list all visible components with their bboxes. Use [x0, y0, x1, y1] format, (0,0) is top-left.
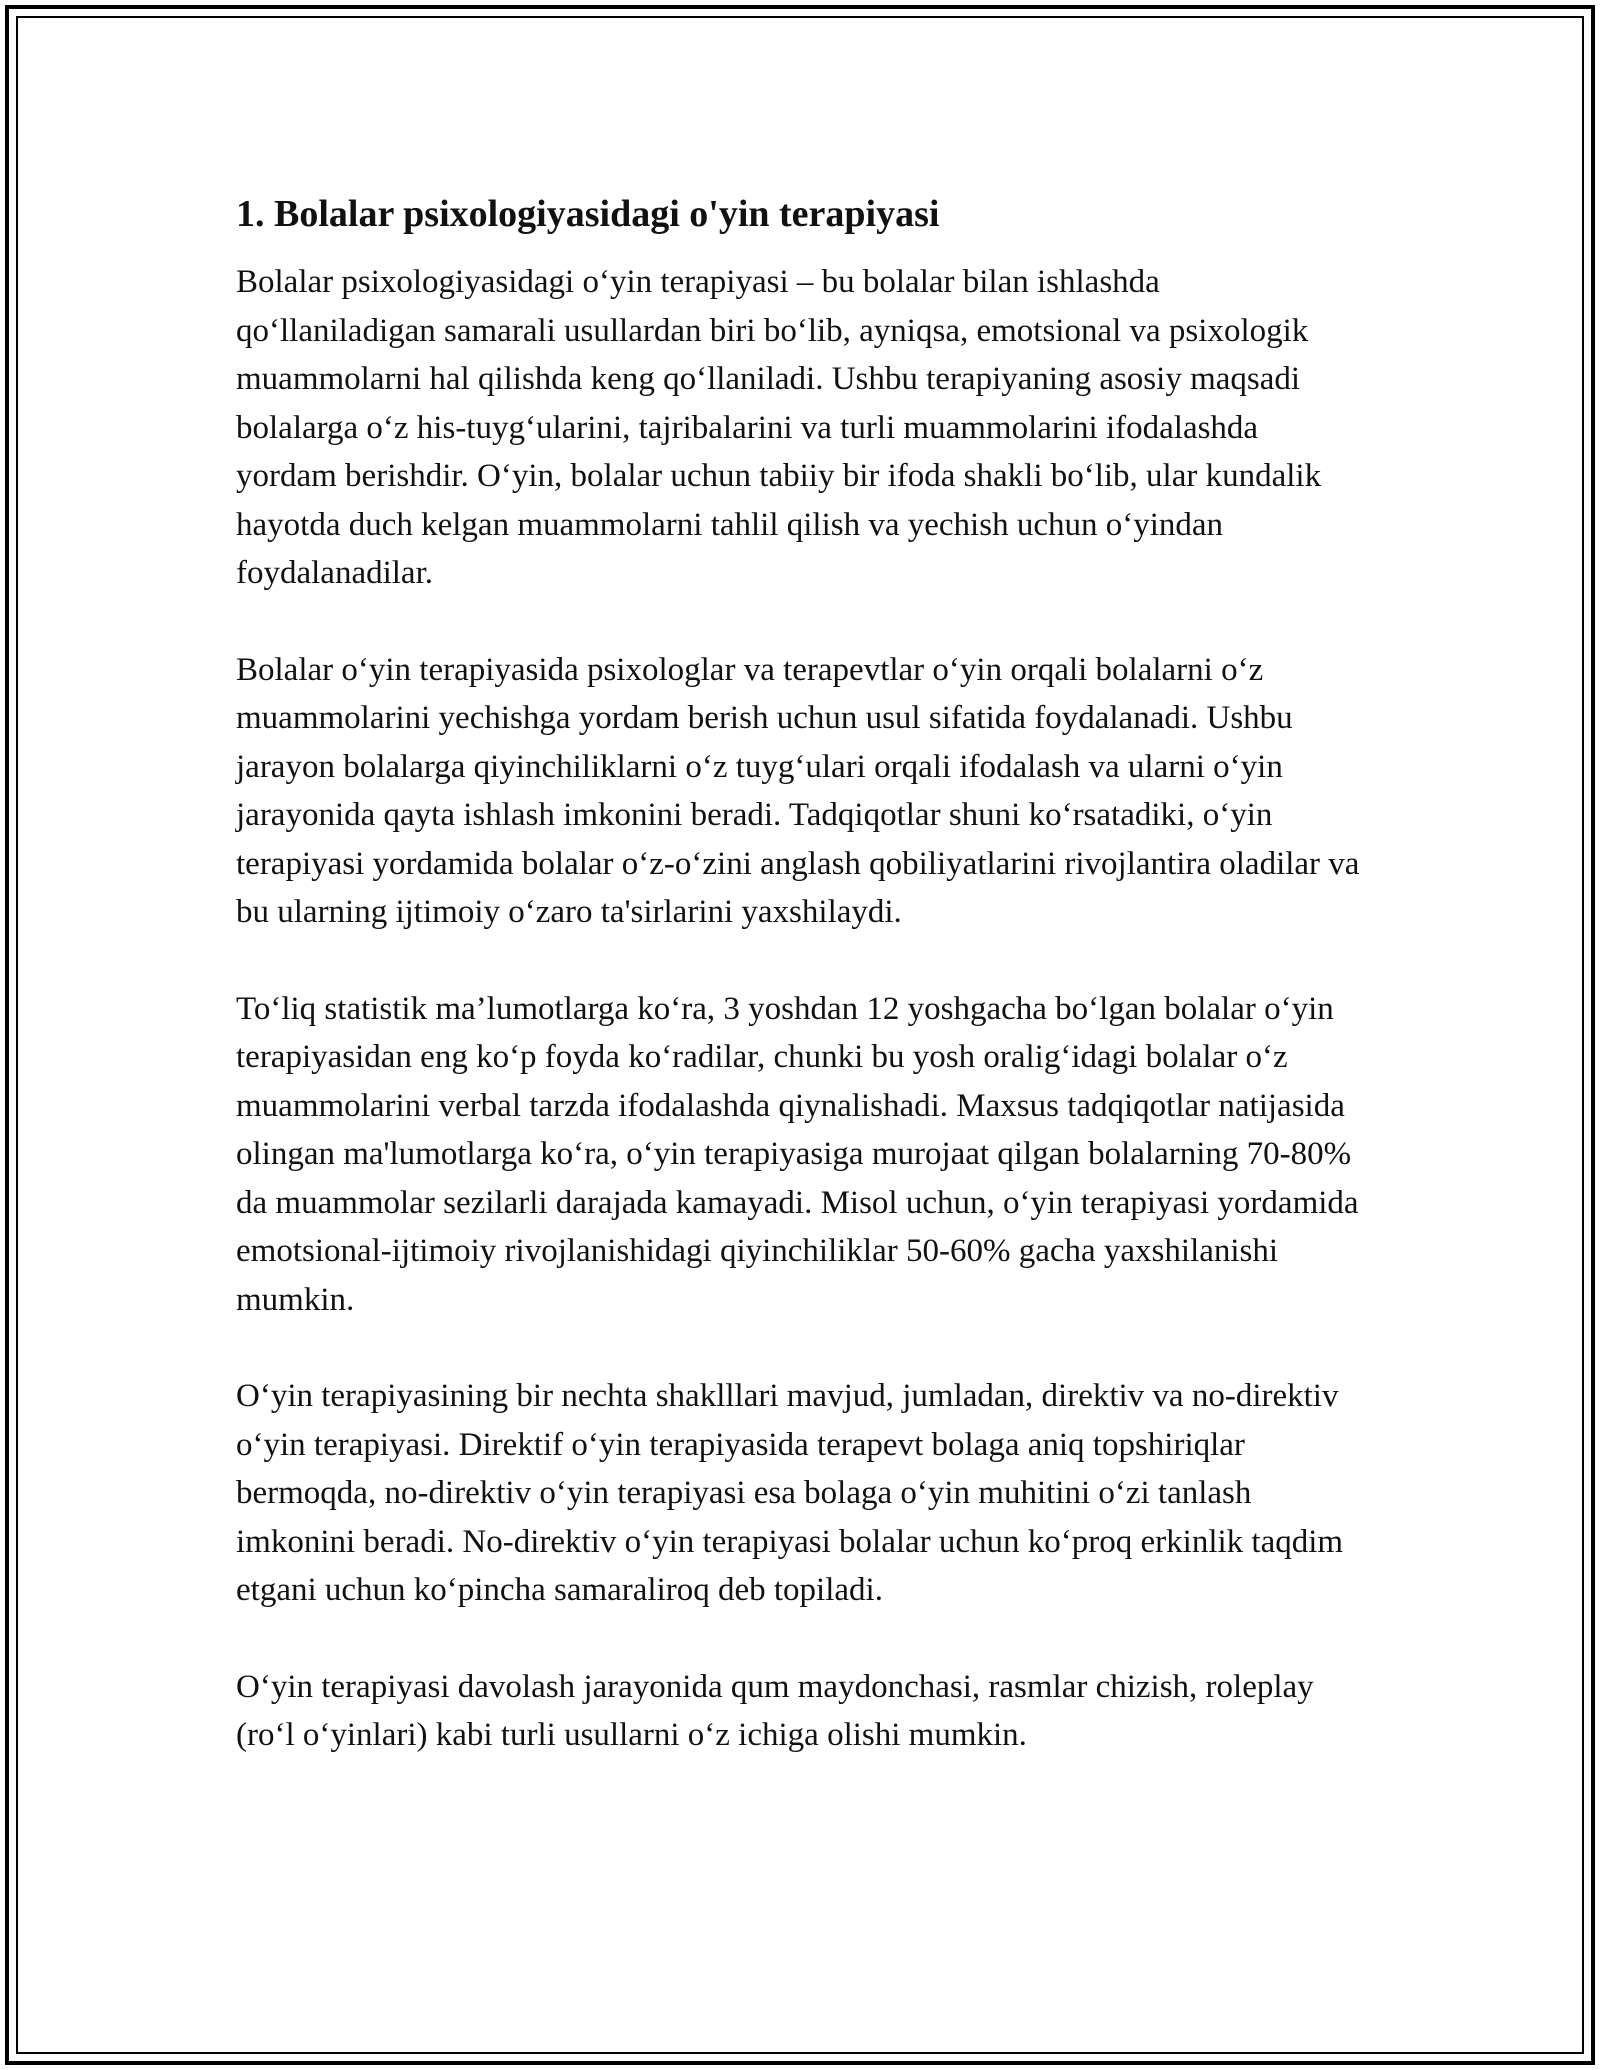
section-heading: 1. Bolalar psixologiyasidagi o'yin terapiyasi [236, 193, 940, 235]
paragraph-5: O‘yin terapiyasi davolash jarayonida qum maydonchasi, rasmlar chizish, roleplay (ro‘l o‘yinlari) kabi turli usullarni o‘z ichiga olishi mumkin. [236, 1668, 1314, 1753]
document-body [236, 188, 1366, 1808]
paragraph-4: O‘yin terapiyasining bir nechta shaklllari mavjud, jumladan, direktiv va no-direktiv o‘yin terapiyasi. Direktif o‘yin terapiyasida terapevt bolaga aniq topshiriqlar bermoqda, no-direktiv o‘yin terapiyasi esa bolaga o‘yin muhitini o‘zi tanlash imkonini beradi. No-direktiv o‘yin terapiyasi bolalar uchun ko‘proq erkinlik taqdim etgani uchun ko‘pincha samaraliroq deb topiladi. [236, 1378, 1344, 1608]
paragraph-1: Bolalar psixologiyasidagi o‘yin terapiyasi – bu bolalar bilan ishlashda qo‘llaniladigan samarali usullardan biri bo‘lib, ayniqsa, emotsional va psixologik muammolarni hal qilishda keng qo‘llaniladi. Ushbu terapiyaning asosiy maqsadi bolalarga o‘z his-tuyg‘ularini, tajribalarini va turli muammolarini ifodalashda yordam berishdir. O‘yin, bolalar uchun tabiiy bir ifoda shakli bo‘lib, ular kundalik hayotda duch kelgan muammolarni tahlil qilish va yechish uchun o‘yindan foydalanadilar. [236, 264, 1322, 591]
paragraph-2: Bolalar o‘yin terapiyasida psixologlar va terapevtlar o‘yin orqali bolalarni o‘z muammolarini yechishga yordam berish uchun usul sifatida foydalanadi. Ushbu jarayon bolalarga qiyinchiliklarni o‘z tuyg‘ulari orqali ifodalash va ularni o‘yin jarayonida qayta ishlash imkonini beradi. Tadqiqotlar shuni ko‘rsatadiki, o‘yin terapiyasi yordamida bolalar o‘z-o‘zini anglash qobiliyatlarini rivojlantira oladilar va bu ularning ijtimoiy o‘zaro ta'sirlarini yaxshilaydi. [236, 651, 1360, 930]
paragraph-3: To‘liq statistik ma’lumotlarga ko‘ra, 3 yoshdan 12 yoshgacha bo‘lgan bolalar o‘yin terapiyasidan eng ko‘p foyda ko‘radilar, chunki bu yosh oralig‘idagi bolalar o‘z muammolarini verbal tarzda ifodalashda qiynalishadi. Maxsus tadqiqotlar natijasida olingan ma'lumotlarga ko‘ra, o‘yin terapiyasiga murojaat qilgan bolalarning 70-80% da muammolar sezilarli darajada kamayadi. Misol uchun, o‘yin terapiyasi yordamida emotsional-ijtimoiy rivojlanishidagi qiyinchiliklar 50-60% gacha yaxshilanishi mumkin. [236, 990, 1359, 1318]
